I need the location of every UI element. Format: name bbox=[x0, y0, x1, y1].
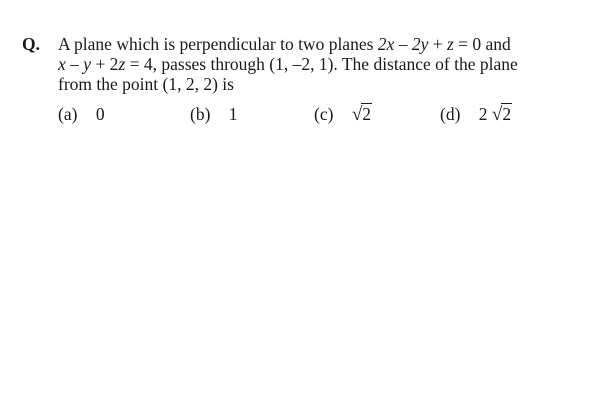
question-text bbox=[58, 34, 582, 94]
question-line-1-text: A plane which is perpendicular to two planes 2x – 2y + z = 0 and bbox=[58, 34, 511, 54]
option-d-radicand: 2 bbox=[502, 104, 512, 124]
option-c[interactable] bbox=[314, 104, 372, 126]
option-d-label: (d) bbox=[440, 104, 461, 124]
option-a-value: 0 bbox=[95, 104, 105, 124]
option-d[interactable] bbox=[440, 104, 512, 126]
option-c-radicand: 2 bbox=[362, 104, 371, 124]
question-line-3: from the point (1, 2, 2) is bbox=[58, 74, 234, 94]
question-line-1 bbox=[58, 34, 582, 54]
option-a-label: (a) bbox=[58, 104, 78, 124]
option-b-label: (b) bbox=[190, 104, 211, 124]
question-line-2 bbox=[58, 54, 582, 74]
question-line-2-text: x – y + 2z = 4, passes through (1, –2, 1). The distance of the plane bbox=[58, 54, 518, 74]
question-block bbox=[22, 34, 582, 94]
option-b[interactable] bbox=[190, 104, 238, 125]
option-d-radical: √ bbox=[491, 104, 503, 125]
option-a[interactable] bbox=[58, 104, 105, 125]
option-c-sqrt bbox=[352, 104, 372, 126]
option-d-sqrt bbox=[492, 104, 512, 126]
option-d-coefficient: 2 bbox=[478, 104, 488, 124]
option-c-radical: √ bbox=[351, 104, 363, 125]
question-label: Q. bbox=[22, 34, 40, 54]
option-b-value: 1 bbox=[228, 104, 238, 124]
option-c-label: (c) bbox=[314, 104, 334, 124]
answer-options bbox=[58, 104, 578, 126]
